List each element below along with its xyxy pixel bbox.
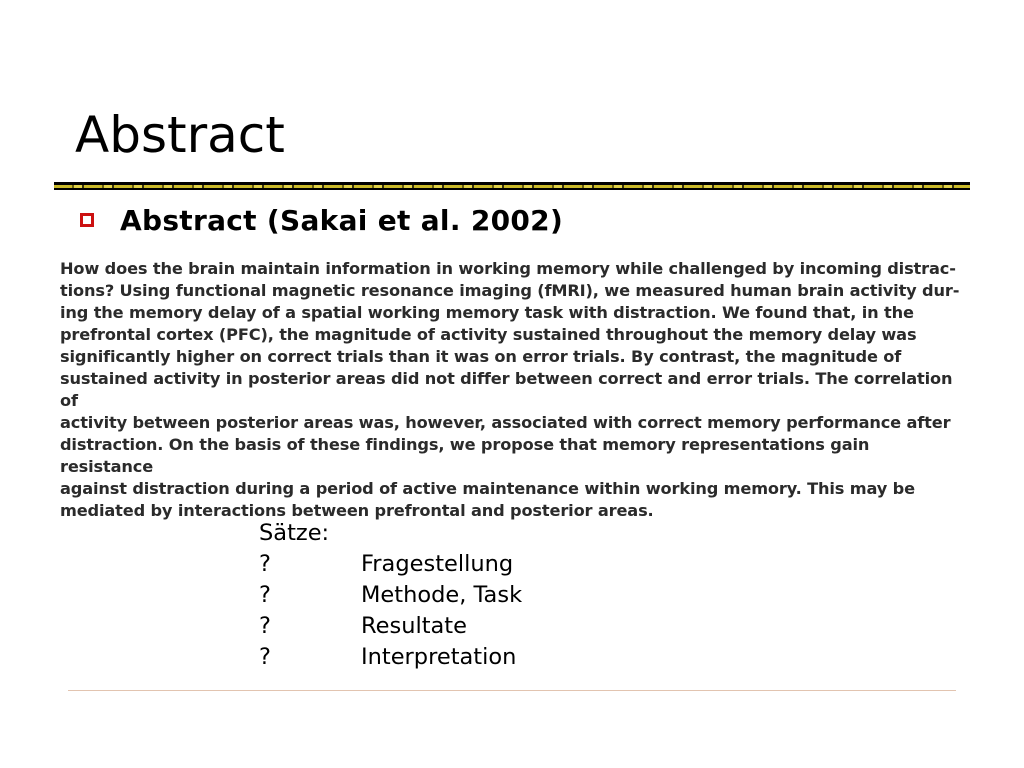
abstract-line: significantly higher on correct trials than it was on error trials. By contrast, the magnitude of <box>60 347 902 366</box>
bullet-item <box>80 200 563 240</box>
abstract-line: How does the brain maintain information in working memory while challenged by incoming distrac- <box>60 259 956 278</box>
saetze-item-mark: ? <box>259 582 271 608</box>
title-divider <box>54 182 970 190</box>
abstract-line: distraction. On the basis of these findings, we propose that memory representations gain resistance <box>60 435 870 476</box>
saetze-item-label: Interpretation <box>361 644 517 670</box>
saetze-item <box>259 580 522 611</box>
saetze-heading: Sätze: <box>259 520 330 546</box>
bullet-text: Abstract (Sakai et al. 2002) <box>120 203 564 237</box>
abstract-line: prefrontal cortex (PFC), the magnitude of activity sustained throughout the memory delay was <box>60 325 917 344</box>
footer-divider <box>68 690 956 691</box>
slide-title: Abstract <box>75 106 285 164</box>
hollow-square-bullet-icon <box>80 213 94 227</box>
saetze-item-mark: ? <box>259 644 271 670</box>
abstract-line: tions? Using functional magnetic resonance imaging (fMRI), we measured human brain activity dur- <box>60 281 960 300</box>
saetze-item <box>259 611 522 642</box>
saetze-item-mark: ? <box>259 551 271 577</box>
saetze-item-label: Fragestellung <box>361 551 514 577</box>
abstract-line: activity between posterior areas was, however, associated with correct memory performance after <box>60 413 951 432</box>
saetze-item-mark: ? <box>259 613 271 639</box>
abstract-line: sustained activity in posterior areas did not differ between correct and error trials. The correlation of <box>60 369 953 410</box>
divider-watermark-band <box>54 185 970 188</box>
saetze-list <box>259 518 522 673</box>
saetze-item-label: Resultate <box>361 613 467 639</box>
saetze-item <box>259 642 522 673</box>
saetze-item-label: Methode, Task <box>361 582 523 608</box>
saetze-item <box>259 549 522 580</box>
abstract-line: ing the memory delay of a spatial working memory task with distraction. We found that, in the <box>60 303 914 322</box>
abstract-line: against distraction during a period of active maintenance within working memory. This may be <box>60 479 915 498</box>
abstract-text <box>60 258 960 522</box>
abstract-line: mediated by interactions between prefrontal and posterior areas. <box>60 501 654 520</box>
